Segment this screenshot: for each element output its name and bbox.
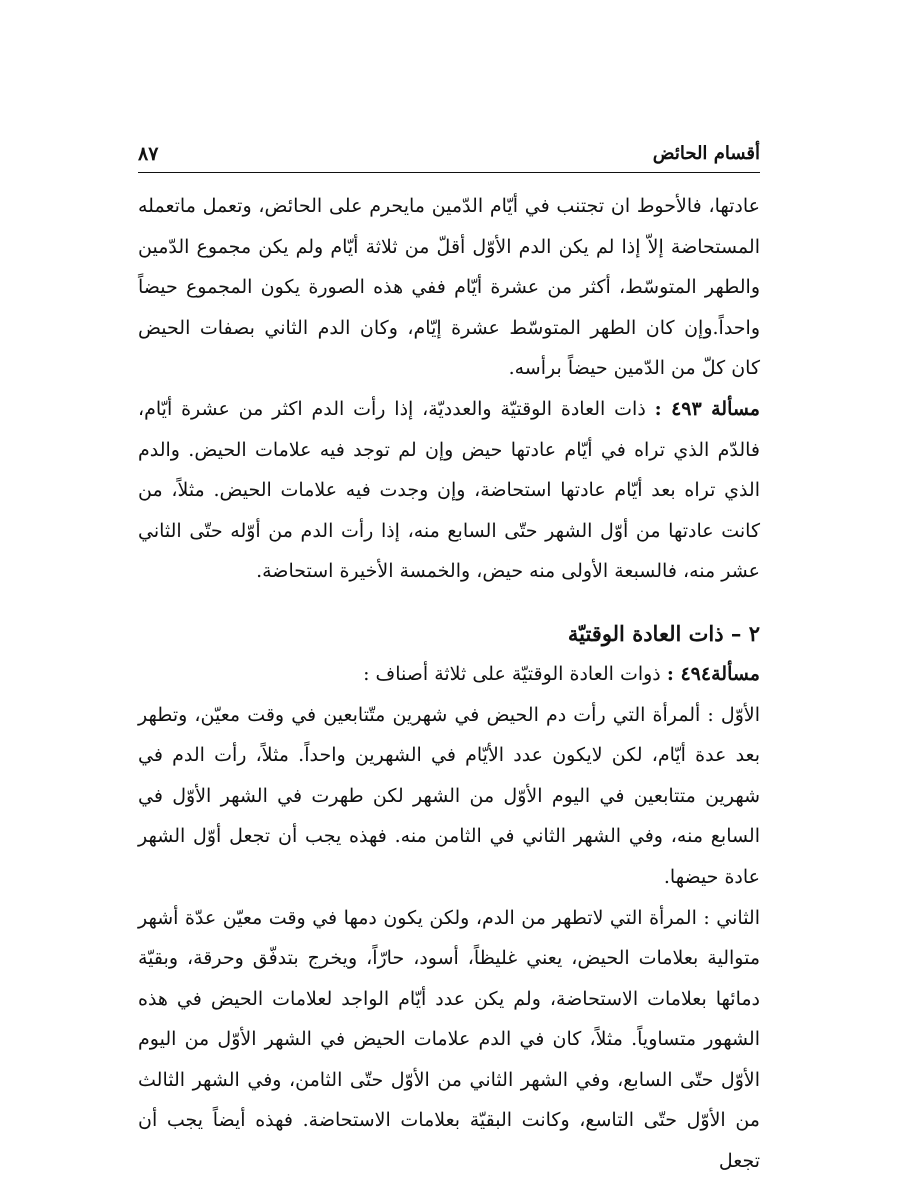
page-header xyxy=(138,140,760,170)
issue-493-text: ذات العادة الوقتيّة والعدديّة، إذا رأت الدم اكثر من عشرة أيّام، فالدّم الذي تراه في أيّام عادتها حيض وإن لم توجد فيه علامات الحيض. والدم الذي تراه بعد أيّام عادتها استحاضة، وإن وجدت فيه علامات الحيض. مثلاً، من كانت عادتها من أوّل الشهر حتّى السابع منه، إذا رأت الدم من أوّله حتّى الثاني عشر منه، فالسبعة الأولى منه حيض، والخمسة الأخيرة استحاضة. xyxy=(138,397,760,583)
paragraph-continuation: عادتها، فالأحوط ان تجتنب في أيّام الدّمين مايحرم على الحائض، وتعمل ماتعمله المستحاضة إلاّ إذا لم يكن الدم الأوّل أقلّ من ثلاثة أيّام ولم يكن مجموع الدّمين والطهر المتوسّط، أكثر من عشرة أيّام ففي هذه الصورة يكون المجموع حيضاً واحداً.وإن كان الطهر المتوسّط عشرة إيّام، وكان الدم الثاني بصفات الحيض كان كلّ من الدّمين حيضاً برأسه. xyxy=(138,195,760,380)
running-title: أقسام الحائض xyxy=(652,143,760,164)
page-number: ٨٧ xyxy=(138,143,159,165)
issue-493-label: مسألة ٤٩٣ : xyxy=(654,397,760,420)
issue-494-label: مسألة٤٩٤ : xyxy=(666,662,760,685)
page-body xyxy=(138,186,760,1182)
paragraph-issue-493 xyxy=(138,389,760,592)
section-heading: ٢ – ذات العادة الوقتيّة xyxy=(567,620,760,646)
paragraph-issue-494 xyxy=(138,654,760,695)
section-spacer xyxy=(138,592,760,614)
paragraph-first-type: الأوّل : ألمرأة التي رأت دم الحيض في شهرين متّتابعين في وقت معيّن، وتطهر بعد عدة أيّام، لكن لايكون عدد الأيّام في الشهرين واحداً. مثلاً، رأت الدم في شهرين متتابعين في اليوم الأوّل من الشهر لكن طهرت في الشهر الأوّل في السابع منه، وفي الشهر الثاني في الثامن منه. فهذه يجب أن تجعل أوّل الشهر عادة حيضها. xyxy=(138,703,760,888)
issue-494-text: ذوات العادة الوقتيّة على ثلاثة أصناف : xyxy=(363,662,661,685)
paragraph-second-type: الثاني : المرأة التي لاتطهر من الدم، ولكن يكون دمها في وقت معيّن عدّة أشهر متوالية بعلامات الحيض، يعني غليظاً، أسود، حارّاً، ويخرج بتدفّق وحرقة، وبقيّة دمائها بعلامات الاستحاضة، ولم يكن عدد أيّام الواجد لعلامات الحيض في هذه الشهور متساوياً. مثلاً، كان في الدم علامات الحيض في الشهر الأوّل من اليوم الأوّل حتّى السابع، وفي الشهر الثاني من الأوّل حتّى الثامن، وفي الشهر الثالث من الأوّل حتّى التاسع، وكانت البقيّة بعلامات الاستحاضة. فهذه أيضاً يجب أن تجعل xyxy=(138,906,760,1173)
header-rule xyxy=(138,172,760,173)
